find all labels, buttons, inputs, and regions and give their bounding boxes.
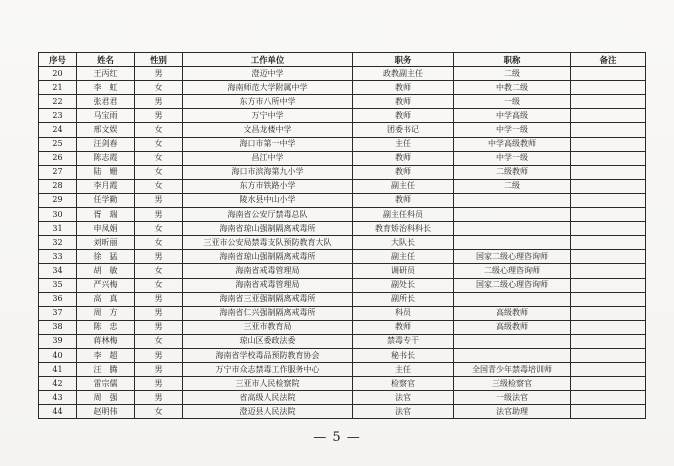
cell-name: 李 超 — [77, 348, 135, 362]
cell-name: 汪剑春 — [77, 137, 135, 151]
cell-index: 22 — [39, 95, 77, 109]
cell-workplace: 海南省三亚强制隔离戒毒所 — [183, 292, 353, 306]
table-row — [39, 250, 646, 264]
cell-index: 43 — [39, 391, 77, 405]
table-body — [39, 67, 646, 419]
cell-gender: 男 — [135, 250, 183, 264]
table-row — [39, 193, 646, 207]
cell-title: 一级法官 — [454, 391, 571, 405]
cell-gender: 女 — [135, 405, 183, 419]
cell-name: 张君君 — [77, 95, 135, 109]
cell-position: 副主任 — [353, 250, 454, 264]
cell-gender: 女 — [135, 222, 183, 236]
cell-position: 副处长 — [353, 278, 454, 292]
cell-title: 二级 — [454, 179, 571, 193]
cell-remarks — [571, 81, 646, 95]
cell-name: 严兴梅 — [77, 278, 135, 292]
cell-position: 主任 — [353, 363, 454, 377]
cell-position: 教师 — [353, 320, 454, 334]
cell-position: 调研员 — [353, 264, 454, 278]
header-gender: 性别 — [135, 53, 183, 67]
cell-workplace: 三亚市教育局 — [183, 320, 353, 334]
cell-position: 副主任 — [353, 179, 454, 193]
cell-index: 38 — [39, 320, 77, 334]
cell-gender: 女 — [135, 81, 183, 95]
table-row — [39, 109, 646, 123]
cell-workplace: 海南省琼山强制隔离戒毒所 — [183, 222, 353, 236]
table-row — [39, 391, 646, 405]
cell-title — [454, 208, 571, 222]
cell-remarks — [571, 179, 646, 193]
cell-index: 35 — [39, 278, 77, 292]
cell-index: 33 — [39, 250, 77, 264]
cell-title: 中学高级 — [454, 109, 571, 123]
header-index: 序号 — [39, 53, 77, 67]
table-row — [39, 278, 646, 292]
cell-position: 政教副主任 — [353, 67, 454, 81]
cell-workplace: 海南省仁兴强制隔离戒毒所 — [183, 306, 353, 320]
cell-remarks — [571, 193, 646, 207]
cell-index: 24 — [39, 123, 77, 137]
cell-remarks — [571, 123, 646, 137]
cell-remarks — [571, 306, 646, 320]
table-header-row — [39, 53, 646, 67]
cell-workplace: 澄迈中学 — [183, 67, 353, 81]
cell-name: 李月霞 — [77, 179, 135, 193]
cell-workplace: 海南省戒毒管理局 — [183, 264, 353, 278]
cell-index: 26 — [39, 151, 77, 165]
table-row — [39, 81, 646, 95]
cell-gender: 男 — [135, 292, 183, 306]
table-row — [39, 137, 646, 151]
cell-workplace: 海南省学校毒品预防教育协会 — [183, 348, 353, 362]
cell-title: 一级 — [454, 95, 571, 109]
cell-gender: 男 — [135, 348, 183, 362]
cell-name: 高 真 — [77, 292, 135, 306]
cell-position: 教师 — [353, 193, 454, 207]
cell-position: 教师 — [353, 109, 454, 123]
cell-workplace: 澄迈县人民法院 — [183, 405, 353, 419]
cell-position: 副主任科员 — [353, 208, 454, 222]
cell-gender: 男 — [135, 363, 183, 377]
table-row — [39, 292, 646, 306]
cell-index: 27 — [39, 165, 77, 179]
cell-gender: 女 — [135, 165, 183, 179]
cell-index: 25 — [39, 137, 77, 151]
cell-index: 31 — [39, 222, 77, 236]
cell-position: 教育矫治科科长 — [353, 222, 454, 236]
table-row — [39, 306, 646, 320]
table-row — [39, 405, 646, 419]
table-row — [39, 67, 646, 81]
cell-workplace: 海南省琼山强制隔离戒毒所 — [183, 250, 353, 264]
cell-name: 刘昕丽 — [77, 236, 135, 250]
cell-position: 检察官 — [353, 377, 454, 391]
cell-remarks — [571, 67, 646, 81]
cell-index: 37 — [39, 306, 77, 320]
cell-gender: 男 — [135, 109, 183, 123]
cell-title — [454, 292, 571, 306]
cell-workplace: 三亚市人民检察院 — [183, 377, 353, 391]
table-row — [39, 264, 646, 278]
cell-workplace: 文昌龙楼中学 — [183, 123, 353, 137]
cell-name: 胥 瑞 — [77, 208, 135, 222]
cell-title: 中学一级 — [454, 151, 571, 165]
cell-remarks — [571, 320, 646, 334]
cell-title: 全国青少年禁毒培训师 — [454, 363, 571, 377]
cell-workplace: 省高级人民法院 — [183, 391, 353, 405]
cell-workplace: 海口市第一中学 — [183, 137, 353, 151]
cell-name: 申凤娟 — [77, 222, 135, 236]
cell-title: 中学高级教师 — [454, 137, 571, 151]
cell-gender: 女 — [135, 334, 183, 348]
cell-gender: 女 — [135, 236, 183, 250]
cell-index: 41 — [39, 363, 77, 377]
cell-workplace: 东方市铁路小学 — [183, 179, 353, 193]
cell-position: 法官 — [353, 405, 454, 419]
header-name: 姓名 — [77, 53, 135, 67]
cell-remarks — [571, 208, 646, 222]
cell-index: 39 — [39, 334, 77, 348]
cell-remarks — [571, 334, 646, 348]
cell-workplace: 万宁市众志禁毒工作服务中心 — [183, 363, 353, 377]
cell-title — [454, 348, 571, 362]
cell-title — [454, 193, 571, 207]
cell-index: 36 — [39, 292, 77, 306]
table-row — [39, 348, 646, 362]
cell-position: 团委书记 — [353, 123, 454, 137]
cell-name: 马宝雨 — [77, 109, 135, 123]
cell-title: 高级教师 — [454, 306, 571, 320]
cell-name: 陆 姗 — [77, 165, 135, 179]
cell-position: 秘书长 — [353, 348, 454, 362]
cell-workplace: 琼山区委政法委 — [183, 334, 353, 348]
cell-name: 汪 腾 — [77, 363, 135, 377]
cell-index: 34 — [39, 264, 77, 278]
cell-remarks — [571, 109, 646, 123]
cell-name: 任学勤 — [77, 193, 135, 207]
cell-name: 周 方 — [77, 306, 135, 320]
cell-gender: 女 — [135, 264, 183, 278]
cell-title: 二级心理咨询师 — [454, 264, 571, 278]
cell-remarks — [571, 377, 646, 391]
cell-position: 教师 — [353, 165, 454, 179]
cell-position: 主任 — [353, 137, 454, 151]
cell-gender: 女 — [135, 123, 183, 137]
cell-name: 陈 忠 — [77, 320, 135, 334]
cell-gender: 男 — [135, 193, 183, 207]
cell-name: 徐 猛 — [77, 250, 135, 264]
cell-name: 蒋林梅 — [77, 334, 135, 348]
cell-index: 20 — [39, 67, 77, 81]
cell-workplace: 海南省戒毒管理局 — [183, 278, 353, 292]
cell-remarks — [571, 236, 646, 250]
cell-workplace: 万宁中学 — [183, 109, 353, 123]
cell-name: 王丙红 — [77, 67, 135, 81]
cell-title: 二级 — [454, 67, 571, 81]
cell-workplace: 三亚市公安局禁毒支队预防教育大队 — [183, 236, 353, 250]
cell-title: 中教二级 — [454, 81, 571, 95]
cell-name: 赵明伟 — [77, 405, 135, 419]
cell-position: 副所长 — [353, 292, 454, 306]
cell-gender: 女 — [135, 151, 183, 165]
table-row — [39, 95, 646, 109]
cell-name: 胡 敏 — [77, 264, 135, 278]
cell-workplace: 海口市滨海第九小学 — [183, 165, 353, 179]
table-row — [39, 334, 646, 348]
cell-position: 法官 — [353, 391, 454, 405]
cell-gender: 女 — [135, 137, 183, 151]
cell-name: 陈志霞 — [77, 151, 135, 165]
cell-gender: 男 — [135, 95, 183, 109]
cell-index: 32 — [39, 236, 77, 250]
cell-remarks — [571, 278, 646, 292]
cell-title — [454, 222, 571, 236]
header-workplace: 工作单位 — [183, 53, 353, 67]
cell-workplace: 昌江中学 — [183, 151, 353, 165]
cell-index: 44 — [39, 405, 77, 419]
cell-remarks — [571, 165, 646, 179]
cell-title: 三级检察官 — [454, 377, 571, 391]
cell-position: 大队长 — [353, 236, 454, 250]
cell-remarks — [571, 151, 646, 165]
cell-position: 教师 — [353, 95, 454, 109]
cell-workplace: 东方市八所中学 — [183, 95, 353, 109]
cell-gender: 女 — [135, 179, 183, 193]
cell-position: 教师 — [353, 151, 454, 165]
personnel-table — [38, 52, 646, 419]
cell-index: 23 — [39, 109, 77, 123]
cell-gender: 男 — [135, 391, 183, 405]
header-remarks: 备注 — [571, 53, 646, 67]
cell-remarks — [571, 264, 646, 278]
cell-name: 李 虹 — [77, 81, 135, 95]
cell-gender: 男 — [135, 67, 183, 81]
table-row — [39, 236, 646, 250]
table-row — [39, 377, 646, 391]
cell-name: 周 强 — [77, 391, 135, 405]
cell-title: 国家二级心理咨询师 — [454, 278, 571, 292]
cell-position: 科员 — [353, 306, 454, 320]
cell-index: 40 — [39, 348, 77, 362]
cell-remarks — [571, 405, 646, 419]
table-row — [39, 123, 646, 137]
cell-remarks — [571, 363, 646, 377]
cell-workplace: 海南省公安厅禁毒总队 — [183, 208, 353, 222]
cell-position: 禁毒专干 — [353, 334, 454, 348]
header-position: 职务 — [353, 53, 454, 67]
cell-gender: 女 — [135, 278, 183, 292]
cell-remarks — [571, 222, 646, 236]
cell-remarks — [571, 391, 646, 405]
cell-title: 国家二级心理咨询师 — [454, 250, 571, 264]
cell-title: 法官助理 — [454, 405, 571, 419]
cell-gender: 男 — [135, 377, 183, 391]
table-row — [39, 363, 646, 377]
header-title: 职称 — [454, 53, 571, 67]
cell-index: 42 — [39, 377, 77, 391]
cell-title: 二级教师 — [454, 165, 571, 179]
cell-index: 29 — [39, 193, 77, 207]
cell-name: 邢文娱 — [77, 123, 135, 137]
cell-gender: 男 — [135, 208, 183, 222]
cell-name: 雷宗儒 — [77, 377, 135, 391]
cell-workplace: 海南师范大学附属中学 — [183, 81, 353, 95]
table-row — [39, 320, 646, 334]
table-row — [39, 208, 646, 222]
cell-index: 28 — [39, 179, 77, 193]
cell-workplace: 陵水县中山小学 — [183, 193, 353, 207]
cell-title: 中学一级 — [454, 123, 571, 137]
cell-position: 教师 — [353, 81, 454, 95]
table-row — [39, 151, 646, 165]
cell-remarks — [571, 250, 646, 264]
cell-remarks — [571, 95, 646, 109]
cell-remarks — [571, 137, 646, 151]
page-number: — 5 — — [313, 430, 361, 445]
table-row — [39, 165, 646, 179]
cell-gender: 男 — [135, 320, 183, 334]
cell-gender: 男 — [135, 306, 183, 320]
cell-index: 21 — [39, 81, 77, 95]
cell-title: 高级教师 — [454, 320, 571, 334]
cell-title — [454, 236, 571, 250]
cell-remarks — [571, 292, 646, 306]
cell-remarks — [571, 348, 646, 362]
cell-index: 30 — [39, 208, 77, 222]
table-row — [39, 179, 646, 193]
cell-title — [454, 334, 571, 348]
table-row — [39, 222, 646, 236]
